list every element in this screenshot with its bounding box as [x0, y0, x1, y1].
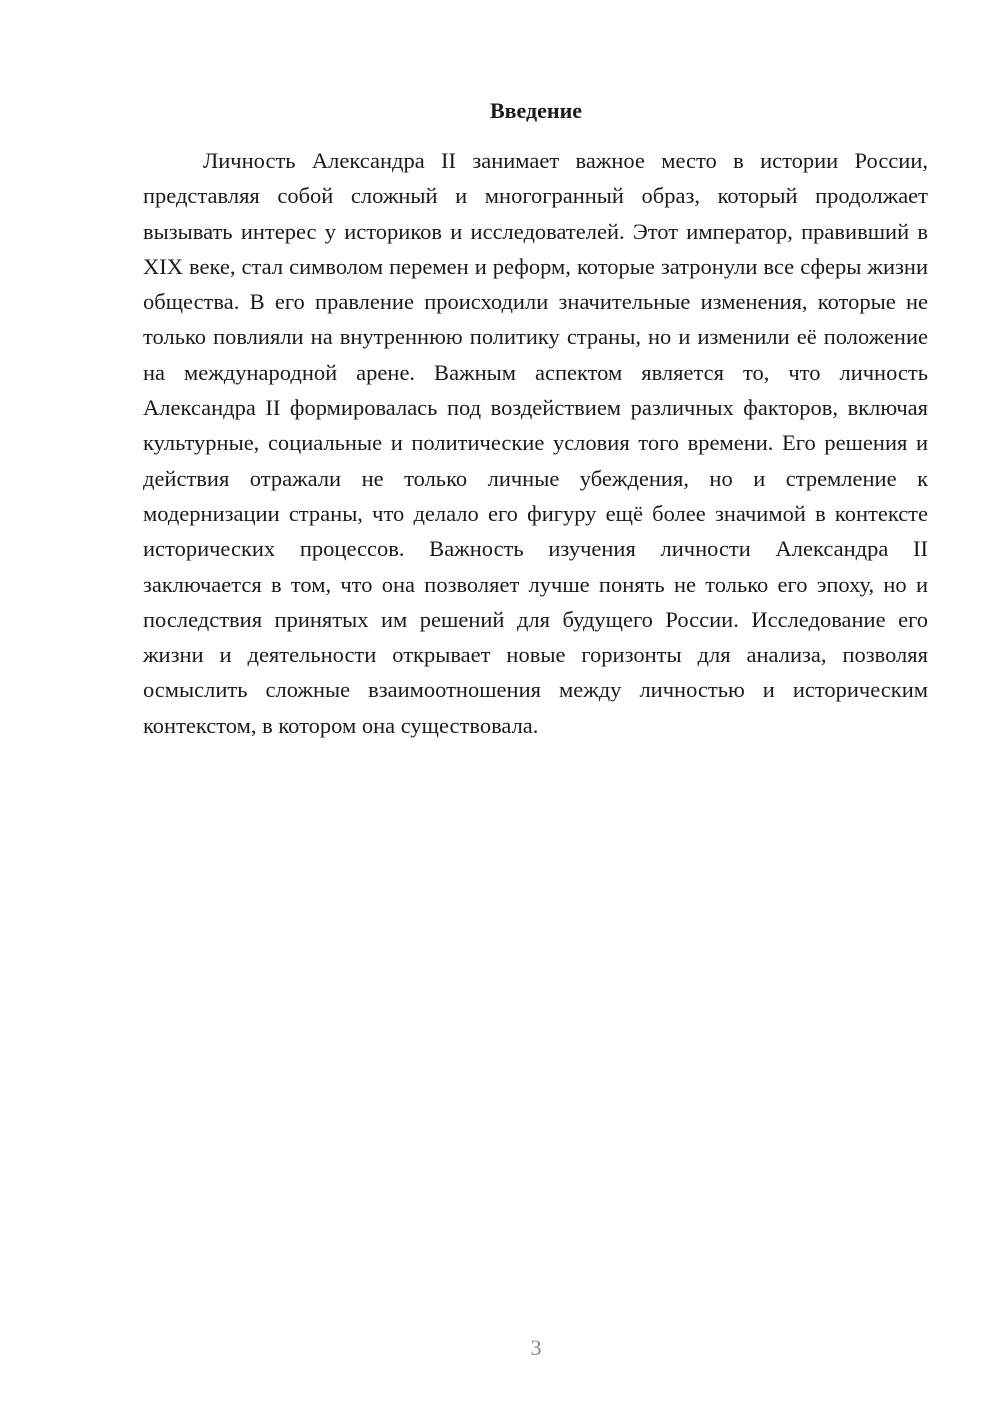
page-number: 3: [530, 1335, 542, 1360]
section-title: Введение: [489, 98, 583, 123]
body-paragraph: Личность Александра II занимает важное место в истории России, представляя собой сложный и многогранный образ, который продолжает вызывать интерес у историков и исследователей. Этот император, правивший в XIX веке, стал символом перемен и реформ, которые затронули все сферы жизни общества. В его правление происходили значительные изменения, которые не только повлияли на внутреннюю политику страны, но и изменили её положение на международной арене. Важным аспектом является то, что личность Александра II формировалась под воздействием различных факторов, включая культурные, социальные и политические условия того времени. Его решения и действия отражали не только личные убеждения, но и стремление к модернизации страны, что делало его фигуру ещё более значимой в контексте исторических процессов. Важность изучения личности Александра II заключается в том, что она позволяет лучше понять не только его эпоху, но и последствия принятых им решений для будущего России. Исследование его жизни и деятельности открывает новые горизонты для анализа, позволяя осмыслить сложные взаимоотношения между личностью и историческим контекстом, в котором она существовала.: [143, 148, 928, 738]
